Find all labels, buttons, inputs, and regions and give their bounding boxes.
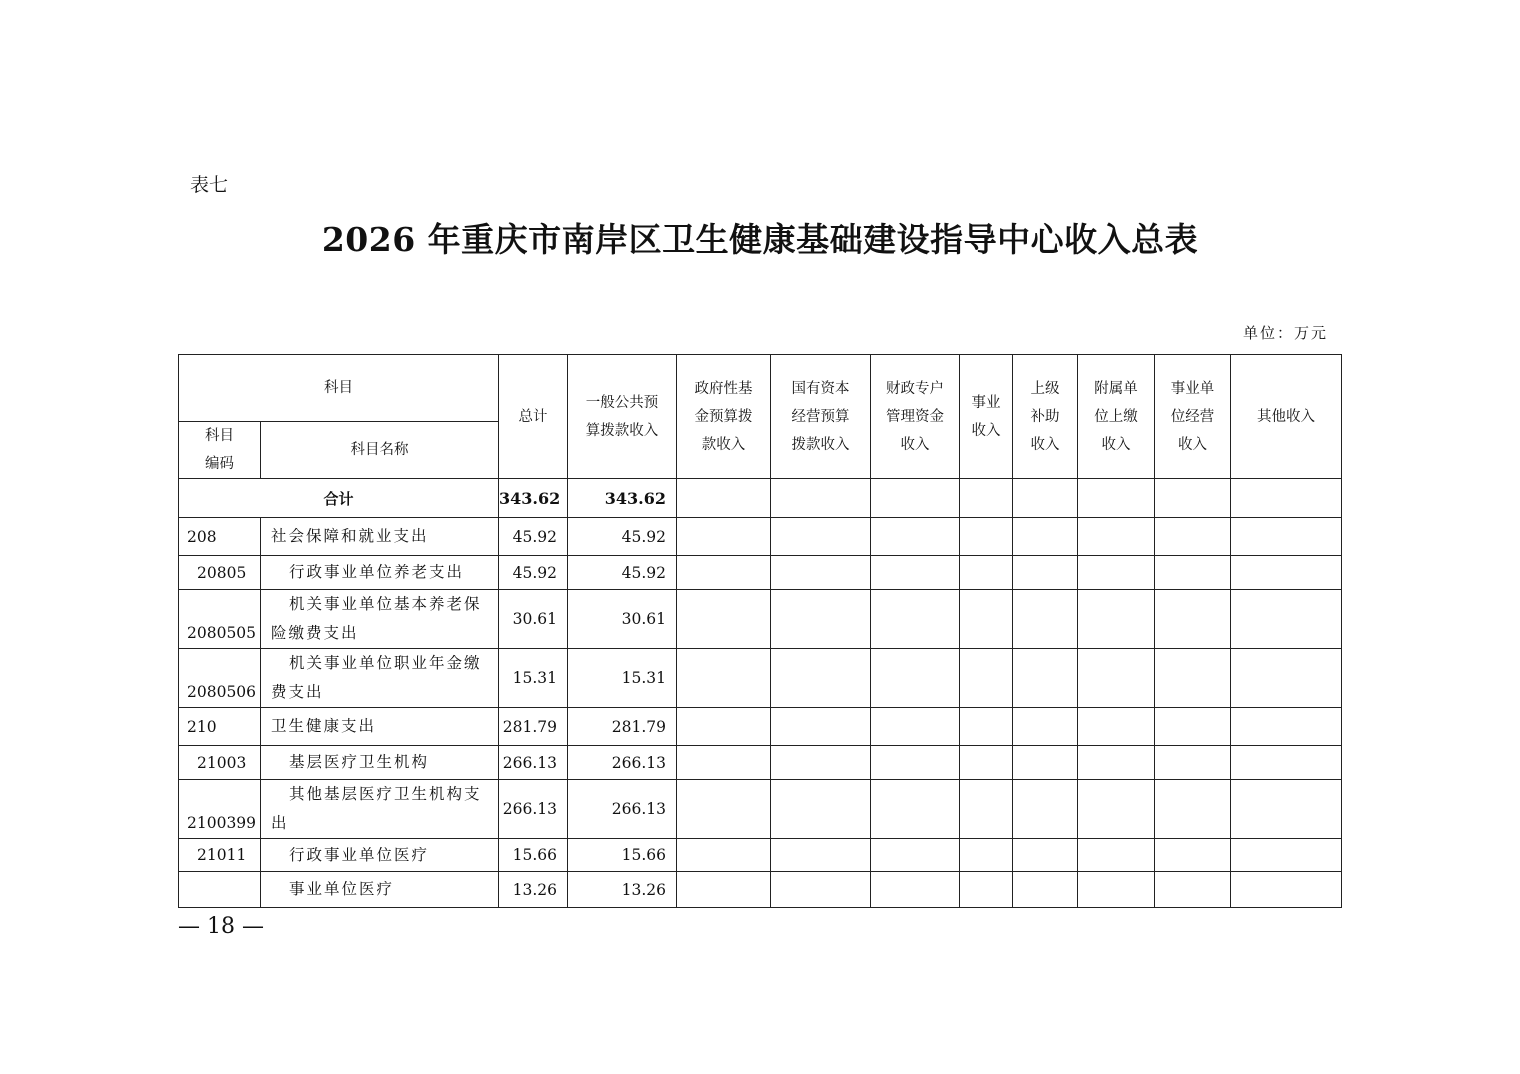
header-fiscal-special: 财政专户管理资金收入 [871, 355, 960, 479]
table-row [179, 518, 1342, 556]
row-total: 13.26 [499, 872, 568, 908]
table-row [179, 780, 1342, 839]
row-general-budget: 15.66 [568, 839, 677, 872]
row-total: 45.92 [499, 518, 568, 556]
header-affiliate: 附属单位上缴收入 [1078, 355, 1155, 479]
row-code: 2080506 [179, 649, 261, 708]
header-other: 其他收入 [1231, 355, 1342, 479]
row-name: 卫生健康支出 [261, 708, 499, 746]
table-row [179, 746, 1342, 780]
header-gov-fund: 政府性基金预算拨款收入 [677, 355, 771, 479]
row-name: 行政事业单位医疗 [261, 839, 499, 872]
row-total: 266.13 [499, 746, 568, 780]
row-code [179, 872, 261, 908]
row-name: 其他基层医疗卫生机构支出 [261, 780, 499, 839]
total-row [179, 479, 1342, 518]
row-total: 30.61 [499, 590, 568, 649]
header-subject: 科目 [179, 355, 499, 422]
total-general-budget: 343.62 [568, 479, 677, 518]
income-table [178, 354, 1342, 908]
table-row [179, 708, 1342, 746]
header-total: 总计 [499, 355, 568, 479]
row-total: 15.66 [499, 839, 568, 872]
row-code: 2080505 [179, 590, 261, 649]
header-operating: 事业单位经营收入 [1155, 355, 1231, 479]
row-name: 事业单位医疗 [261, 872, 499, 908]
unit-label: 单位：万元 [1242, 324, 1328, 342]
header-subject-name: 科目名称 [261, 422, 499, 479]
table-row [179, 556, 1342, 590]
total-label: 合计 [179, 479, 499, 518]
row-general-budget: 45.92 [568, 556, 677, 590]
row-code: 2100399 [179, 780, 261, 839]
row-total: 266.13 [499, 780, 568, 839]
row-code: 210 [179, 708, 261, 746]
header-general-budget: 一般公共预算拨款收入 [568, 355, 677, 479]
row-name: 机关事业单位基本养老保险缴费支出 [261, 590, 499, 649]
row-general-budget: 30.61 [568, 590, 677, 649]
header-subject-code: 科目编码 [179, 422, 261, 479]
table-row [179, 839, 1342, 872]
row-code: 20805 [179, 556, 261, 590]
row-total: 281.79 [499, 708, 568, 746]
total-amount: 343.62 [499, 479, 568, 518]
header-state-capital: 国有资本经营预算拨款收入 [771, 355, 871, 479]
row-code: 208 [179, 518, 261, 556]
row-total: 45.92 [499, 556, 568, 590]
row-general-budget: 15.31 [568, 649, 677, 708]
row-code: 21011 [179, 839, 261, 872]
table-row [179, 590, 1342, 649]
row-general-budget: 266.13 [568, 746, 677, 780]
table-row [179, 649, 1342, 708]
row-name: 行政事业单位养老支出 [261, 556, 499, 590]
table-label: 表七 [190, 174, 229, 196]
row-code: 21003 [179, 746, 261, 780]
page-number: — 18 — [178, 914, 264, 939]
row-general-budget: 13.26 [568, 872, 677, 908]
row-general-budget: 281.79 [568, 708, 677, 746]
row-name: 社会保障和就业支出 [261, 518, 499, 556]
header-business: 事业收入 [960, 355, 1013, 479]
row-general-budget: 266.13 [568, 780, 677, 839]
row-general-budget: 45.92 [568, 518, 677, 556]
page-title: 2026 年重庆市南岸区卫生健康基础建设指导中心收入总表 [321, 220, 1199, 259]
row-total: 15.31 [499, 649, 568, 708]
row-name: 基层医疗卫生机构 [261, 746, 499, 780]
table-row [179, 872, 1342, 908]
row-name: 机关事业单位职业年金缴费支出 [261, 649, 499, 708]
header-superior-subsidy: 上级补助收入 [1013, 355, 1078, 479]
